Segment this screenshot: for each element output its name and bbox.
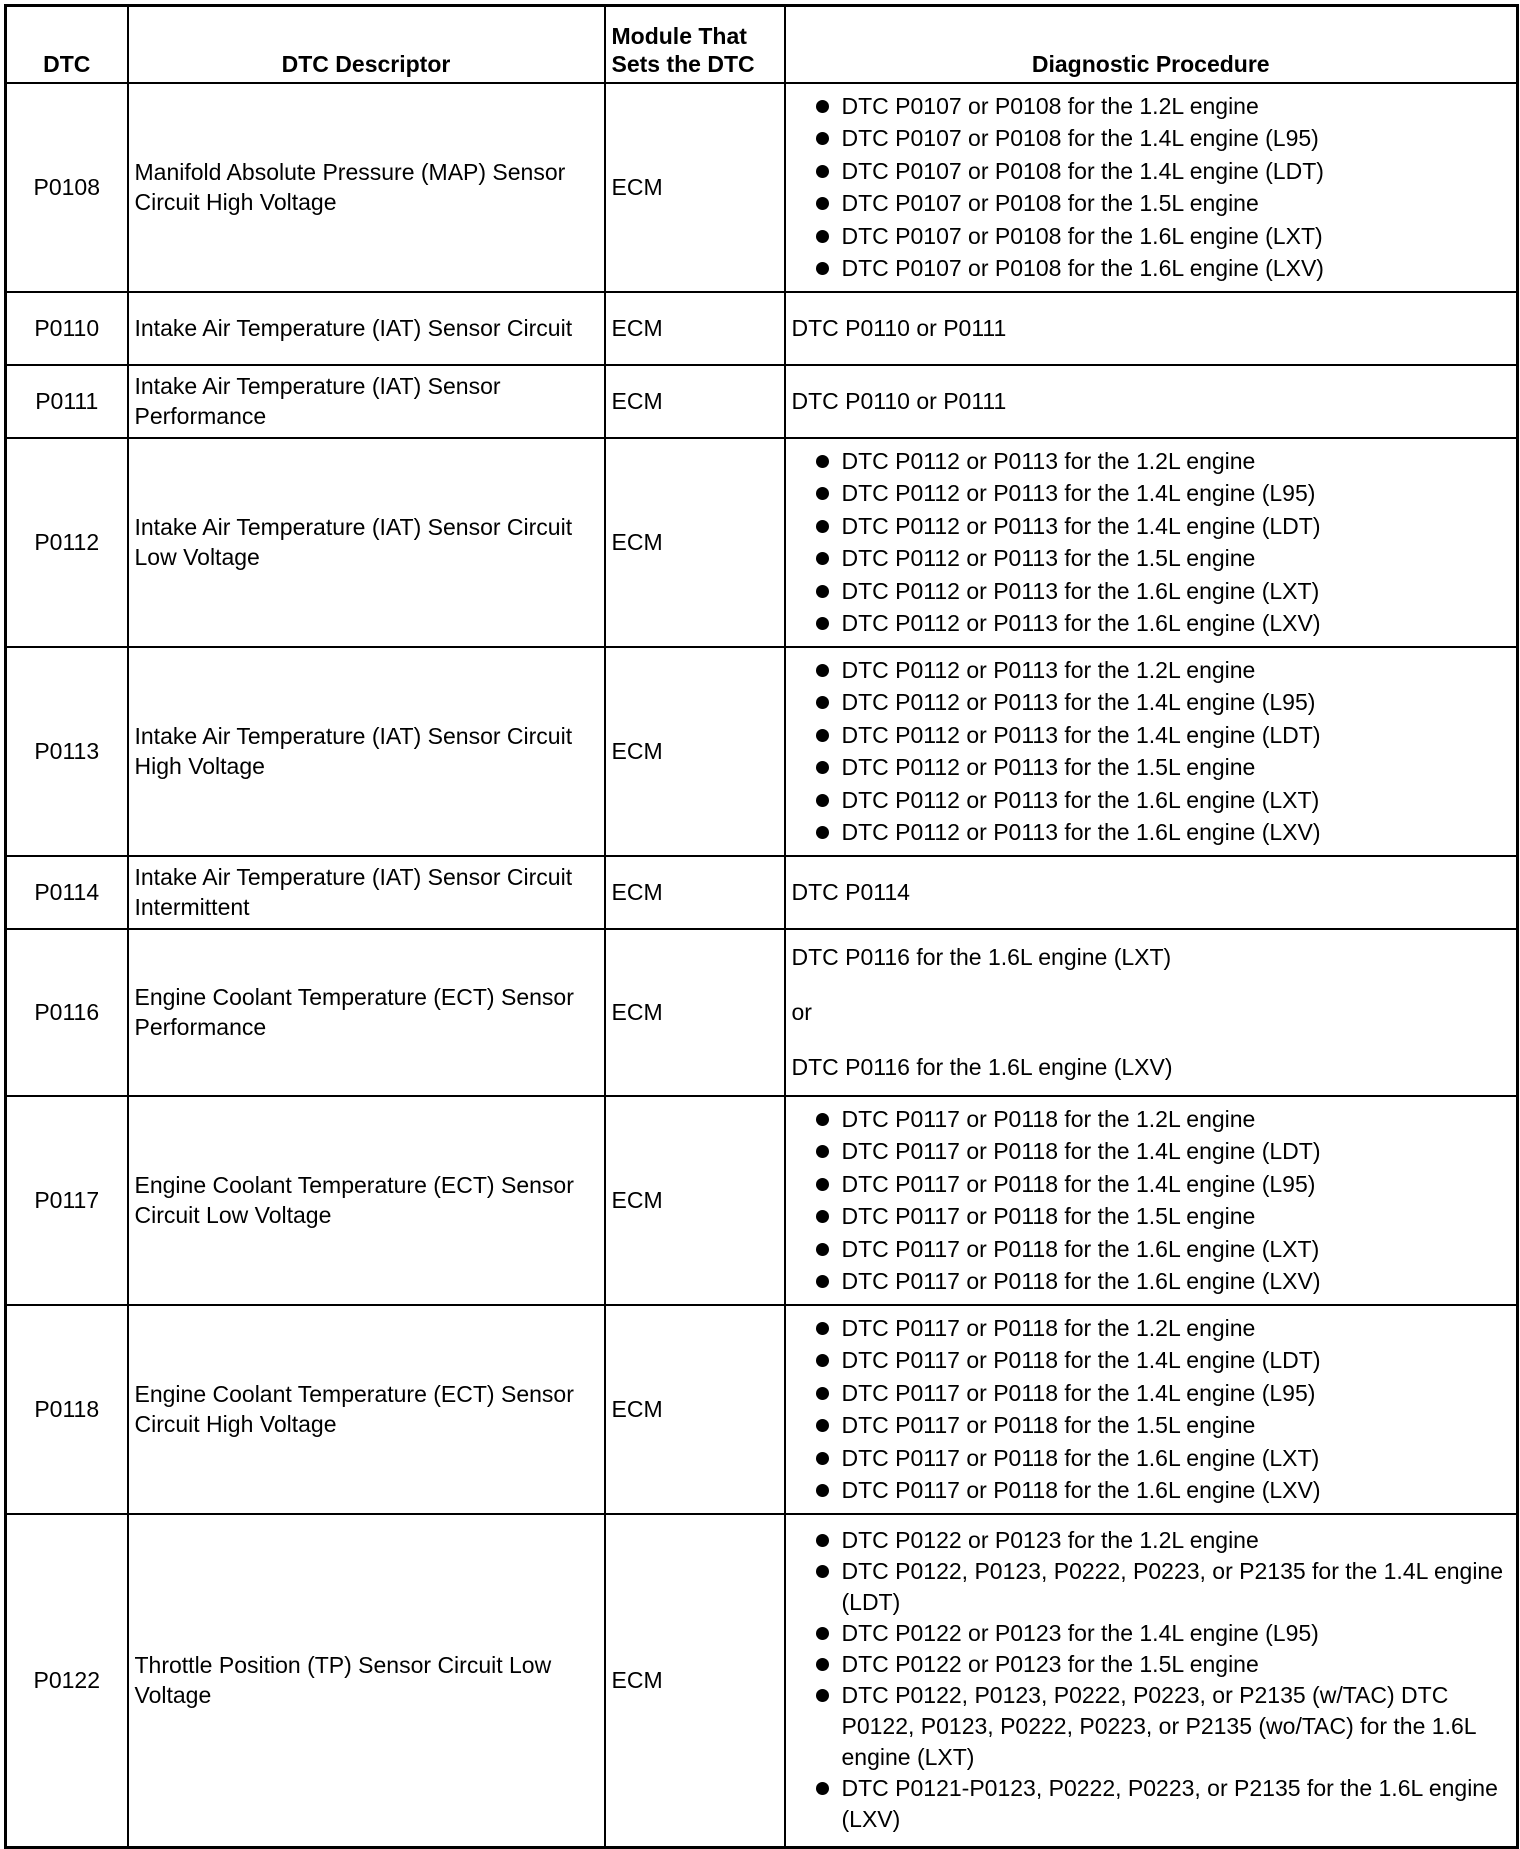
procedure-list — [792, 1519, 1511, 1841]
module-name: ECM — [605, 365, 785, 438]
table-row — [6, 856, 1518, 929]
dtc-descriptor: Engine Coolant Temperature (ECT) Sensor Circuit High Voltage — [128, 1305, 605, 1514]
procedure-link[interactable]: DTC P0112 or P0113 for the 1.6L engine (LXV) — [792, 607, 1511, 640]
module-name: ECM — [605, 647, 785, 856]
module-name: ECM — [605, 1305, 785, 1514]
procedure-link[interactable]: DTC P0117 or P0118 for the 1.4L engine (L95) — [792, 1168, 1511, 1201]
table-row — [6, 929, 1518, 1096]
dtc-code: P0111 — [6, 365, 128, 438]
header-procedure: Diagnostic Procedure — [785, 6, 1518, 83]
procedure-link[interactable]: DTC P0117 or P0118 for the 1.2L engine — [792, 1312, 1511, 1345]
procedure-link[interactable]: DTC P0117 or P0118 for the 1.6L engine (LXV) — [792, 1474, 1511, 1507]
procedure-link[interactable]: DTC P0107 or P0108 for the 1.4L engine (LDT) — [792, 155, 1511, 188]
procedure-link[interactable]: DTC P0107 or P0108 for the 1.5L engine — [792, 187, 1511, 220]
procedure-link[interactable]: DTC P0112 or P0113 for the 1.6L engine (LXV) — [792, 816, 1511, 849]
header-descriptor: DTC Descriptor — [128, 6, 605, 83]
dtc-descriptor: Manifold Absolute Pressure (MAP) Sensor Circuit High Voltage — [128, 83, 605, 292]
module-name: ECM — [605, 929, 785, 1096]
module-name: ECM — [605, 856, 785, 929]
procedure-cell — [785, 1305, 1518, 1514]
table-row — [6, 292, 1518, 365]
procedure-list — [792, 1097, 1511, 1304]
procedure-cell — [785, 438, 1518, 647]
module-name: ECM — [605, 83, 785, 292]
procedure-link[interactable]: DTC P0117 or P0118 for the 1.5L engine — [792, 1409, 1511, 1442]
procedure-link[interactable]: DTC P0122 or P0123 for the 1.4L engine (L95) — [792, 1618, 1511, 1649]
dtc-descriptor: Throttle Position (TP) Sensor Circuit Low Voltage — [128, 1514, 605, 1848]
procedure-link[interactable]: DTC P0114 — [785, 856, 1518, 929]
procedure-link[interactable]: DTC P0107 or P0108 for the 1.6L engine (LXT) — [792, 220, 1511, 253]
dtc-code: P0114 — [6, 856, 128, 929]
procedure-link[interactable]: DTC P0122, P0123, P0222, P0223, or P2135 for the 1.4L engine (LDT) — [792, 1556, 1511, 1618]
procedure-link[interactable]: DTC P0112 or P0113 for the 1.5L engine — [792, 751, 1511, 784]
procedure-link[interactable]: DTC P0117 or P0118 for the 1.6L engine (LXT) — [792, 1442, 1511, 1475]
procedure-link[interactable]: DTC P0112 or P0113 for the 1.4L engine (LDT) — [792, 719, 1511, 752]
module-name: ECM — [605, 292, 785, 365]
module-name: ECM — [605, 1096, 785, 1305]
procedure-link[interactable]: DTC P0107 or P0108 for the 1.2L engine — [792, 90, 1511, 123]
dtc-code: P0122 — [6, 1514, 128, 1848]
dtc-descriptor: Intake Air Temperature (IAT) Sensor Circuit Low Voltage — [128, 438, 605, 647]
procedure-link[interactable]: DTC P0112 or P0113 for the 1.5L engine — [792, 542, 1511, 575]
dtc-code: P0118 — [6, 1305, 128, 1514]
procedure-link[interactable]: DTC P0116 for the 1.6L engine (LXT) — [791, 943, 1172, 970]
procedure-link[interactable]: DTC P0112 or P0113 for the 1.6L engine (LXT) — [792, 575, 1511, 608]
dtc-code: P0113 — [6, 647, 128, 856]
table-row — [6, 438, 1518, 647]
dtc-table-container — [4, 4, 1516, 1849]
procedure-cell — [785, 929, 1518, 1096]
dtc-descriptor: Engine Coolant Temperature (ECT) Sensor Performance — [128, 929, 605, 1096]
procedure-link[interactable]: DTC P0117 or P0118 for the 1.6L engine (LXT) — [792, 1233, 1511, 1266]
procedure-link[interactable]: DTC P0110 or P0111 — [785, 365, 1518, 438]
dtc-descriptor: Intake Air Temperature (IAT) Sensor Circuit Intermittent — [128, 856, 605, 929]
dtc-code: P0110 — [6, 292, 128, 365]
procedure-link[interactable]: DTC P0117 or P0118 for the 1.2L engine — [792, 1103, 1511, 1136]
procedure-link[interactable]: DTC P0112 or P0113 for the 1.6L engine (LXT) — [792, 784, 1511, 817]
procedure-cell — [785, 83, 1518, 292]
dtc-code: P0108 — [6, 83, 128, 292]
dtc-code: P0112 — [6, 438, 128, 647]
procedure-link[interactable]: DTC P0107 or P0108 for the 1.6L engine (LXV) — [792, 252, 1511, 285]
procedure-link[interactable]: DTC P0112 or P0113 for the 1.2L engine — [792, 654, 1511, 687]
procedure-link[interactable]: DTC P0117 or P0118 for the 1.4L engine (LDT) — [792, 1135, 1511, 1168]
procedure-link[interactable]: DTC P0122 or P0123 for the 1.5L engine — [792, 1649, 1511, 1680]
procedure-link[interactable]: DTC P0116 for the 1.6L engine (LXV) — [791, 1053, 1173, 1080]
procedure-list — [792, 1306, 1511, 1513]
table-row — [6, 365, 1518, 438]
procedure-link[interactable]: DTC P0117 or P0118 for the 1.4L engine (LDT) — [792, 1344, 1511, 1377]
dtc-descriptor: Intake Air Temperature (IAT) Sensor Circuit — [128, 292, 605, 365]
procedure-cell — [785, 647, 1518, 856]
procedure-link[interactable]: DTC P0110 or P0111 — [785, 292, 1518, 365]
table-row — [6, 1514, 1518, 1848]
dtc-descriptor: Engine Coolant Temperature (ECT) Sensor Circuit Low Voltage — [128, 1096, 605, 1305]
module-name: ECM — [605, 1514, 785, 1848]
table-row — [6, 83, 1518, 292]
dtc-table — [4, 4, 1519, 1849]
dtc-code: P0116 — [6, 929, 128, 1096]
procedure-link[interactable]: DTC P0117 or P0118 for the 1.5L engine — [792, 1200, 1511, 1233]
module-name: ECM — [605, 438, 785, 647]
procedure-list — [792, 648, 1511, 855]
procedure-cell — [785, 1514, 1518, 1848]
procedure-link[interactable]: DTC P0117 or P0118 for the 1.4L engine (L95) — [792, 1377, 1511, 1410]
dtc-code: P0117 — [6, 1096, 128, 1305]
procedure-separator: or — [791, 998, 812, 1025]
procedure-link[interactable]: DTC P0112 or P0113 for the 1.4L engine (L95) — [792, 686, 1511, 719]
procedure-link[interactable]: DTC P0121-P0123, P0222, P0223, or P2135 for the 1.6L engine (LXV) — [792, 1773, 1511, 1835]
procedure-link[interactable]: DTC P0122, P0123, P0222, P0223, or P2135 (w/TAC) DTC P0122, P0123, P0222, P0223, or P2135 (wo/TAC) for the 1.6L engine (LXT) — [792, 1680, 1511, 1773]
table-row — [6, 647, 1518, 856]
procedure-cell — [785, 1096, 1518, 1305]
procedure-link[interactable]: DTC P0107 or P0108 for the 1.4L engine (L95) — [792, 122, 1511, 155]
dtc-descriptor: Intake Air Temperature (IAT) Sensor Circuit High Voltage — [128, 647, 605, 856]
procedure-link[interactable]: DTC P0112 or P0113 for the 1.2L engine — [792, 445, 1511, 478]
table-row — [6, 1305, 1518, 1514]
procedure-link[interactable]: DTC P0122 or P0123 for the 1.2L engine — [792, 1525, 1511, 1556]
procedure-list — [792, 84, 1511, 291]
procedure-link[interactable]: DTC P0112 or P0113 for the 1.4L engine (L95) — [792, 477, 1511, 510]
table-header-row — [6, 6, 1518, 83]
table-row — [6, 1096, 1518, 1305]
procedure-list — [792, 439, 1511, 646]
header-dtc: DTC — [6, 6, 128, 83]
procedure-link[interactable]: DTC P0112 or P0113 for the 1.4L engine (LDT) — [792, 510, 1511, 543]
dtc-descriptor: Intake Air Temperature (IAT) Sensor Performance — [128, 365, 605, 438]
header-module: Module That Sets the DTC — [605, 6, 785, 83]
procedure-link[interactable]: DTC P0117 or P0118 for the 1.6L engine (LXV) — [792, 1265, 1511, 1298]
table-body — [6, 83, 1518, 1848]
